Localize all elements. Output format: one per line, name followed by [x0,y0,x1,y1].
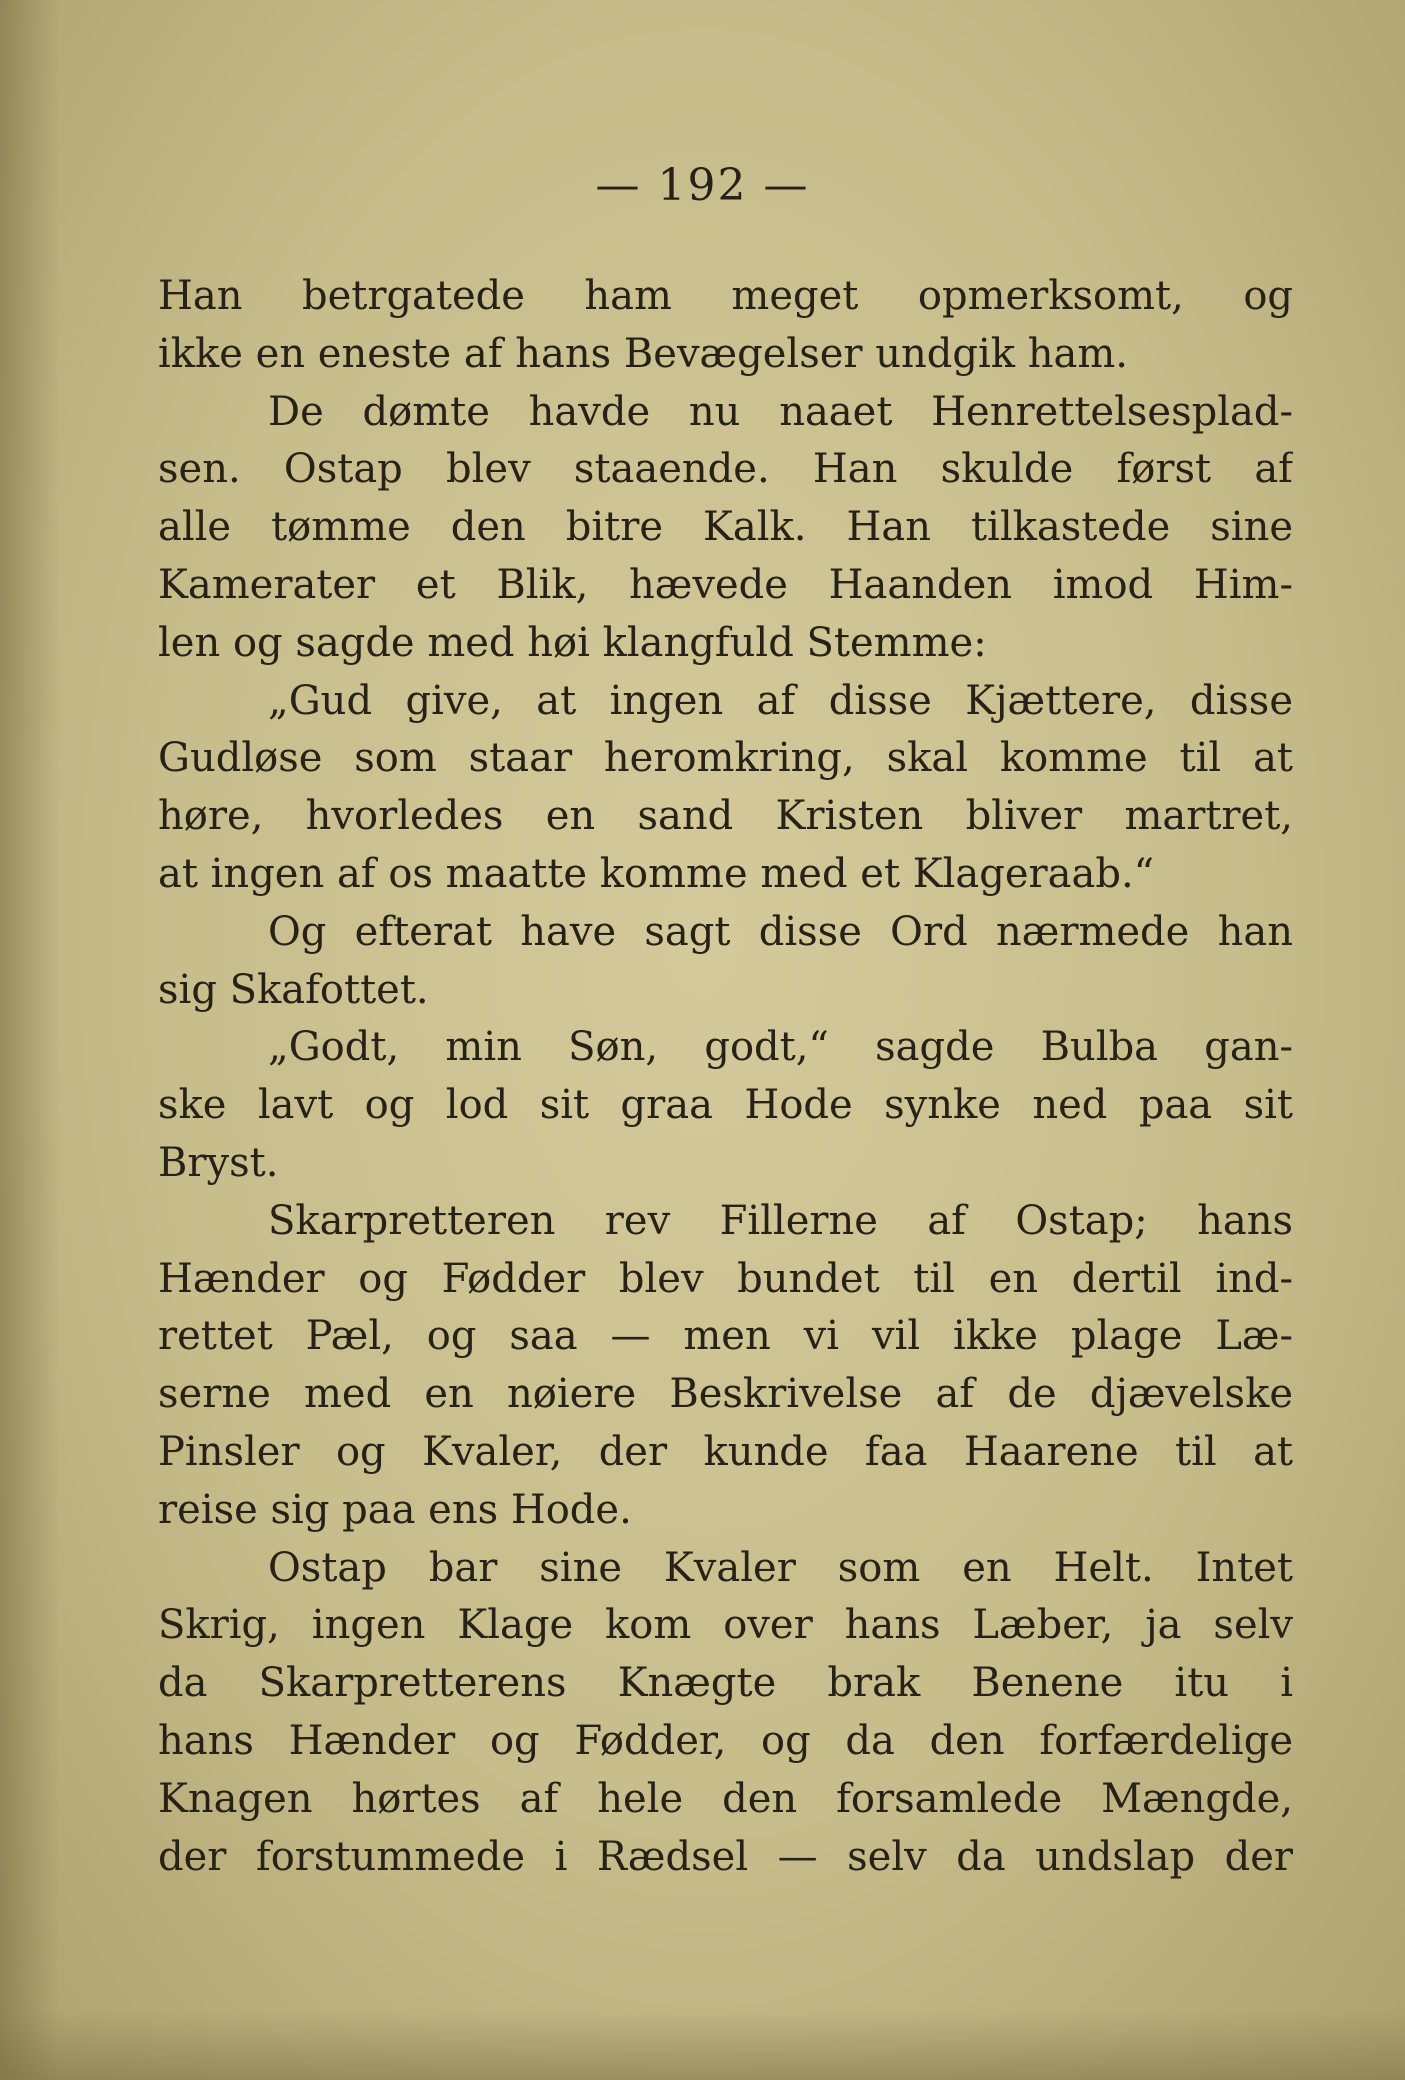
text-line: Skarpretteren rev Fillerne af Ostap; hans [268,1197,1293,1244]
text-line: Gudløse som staar heromkring, skal komme til at [158,735,1293,782]
text-line: reise sig paa ens Hode. [158,1486,632,1533]
text-line: Bryst. [158,1139,279,1186]
text-line: ske lavt og lod sit graa Hode synke ned paa sit [158,1082,1293,1129]
text-line: rettet Pæl, og saa — men vi vil ikke plage Læ- [158,1313,1293,1360]
text-line: serne med en nøiere Beskrivelse af de djævelske [158,1371,1293,1418]
text-line: da Skarpretterens Knægte brak Benene itu i [158,1660,1293,1707]
text-line: Hænder og Fødder blev bundet til en dertil ind- [158,1255,1293,1302]
text-line: hans Hænder og Fødder, og da den forfærdelige [158,1717,1293,1764]
text-line: ikke en eneste af hans Bevægelser undgik ham. [158,330,1128,377]
body-text [158,268,1293,1886]
text-line: at ingen af os maatte komme med et Klageraab.“ [158,850,1155,897]
text-line: høre, hvorledes en sand Kristen bliver martret, [158,793,1293,840]
text-line: len og sagde med høi klangfuld Stemme: [158,619,987,666]
text-line: der forstummede i Rædsel — selv da undslap der [158,1833,1293,1880]
text-line: alle tømme den bitre Kalk. Han tilkastede sine [158,504,1293,551]
text-line: Knagen hørtes af hele den forsamlede Mængde, [158,1775,1293,1822]
text-line: sen. Ostap blev staaende. Han skulde først af [158,446,1293,493]
text-line: „Godt, min Søn, godt,“ sagde Bulba gan- [268,1024,1293,1071]
text-line: Kamerater et Blik, hævede Haanden imod Him- [158,561,1293,608]
text-line: De dømte havde nu naaet Henrettelsesplad- [268,388,1293,435]
page-shadow-bottom [0,2010,1405,2080]
page-shadow-left [0,0,60,2080]
text-line: Og efterat have sagt disse Ord nærmede han [268,908,1293,955]
text-line: Skrig, ingen Klage kom over hans Læber, ja selv [158,1602,1293,1649]
text-line: sig Skafottet. [158,966,429,1013]
text-line: Han betrgatede ham meget opmerksomt, og [158,273,1293,319]
text-line: Ostap bar sine Kvaler som en Helt. Intet [268,1544,1293,1591]
text-line: Pinsler og Kvaler, der kunde faa Haarene til at [158,1428,1293,1475]
page-number: — 192 — [595,160,810,211]
text-line: „Gud give, at ingen af disse Kjættere, disse [268,677,1293,724]
